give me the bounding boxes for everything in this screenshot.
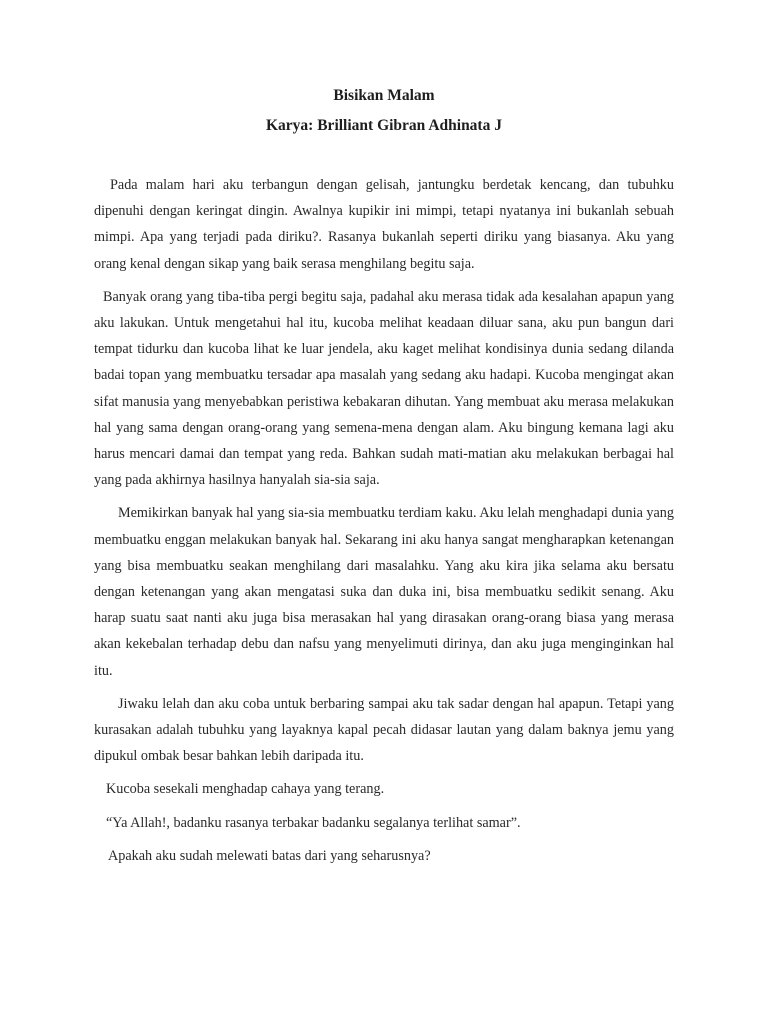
- paragraph: Banyak orang yang tiba-tiba pergi begitu saja, padahal aku merasa tidak ada kesalahan apapun yang aku lakukan. Untuk mengetahui hal itu, kucoba melihat keadaan diluar sana, aku pun bangun dari tempat tidurku dan kucoba lihat ke luar jendela, aku kaget melihat kondisinya dunia sedang dilanda badai topan yang membuatku tersadar apa masalah yang sedang aku hadapi. Kucoba mengingat akan sifat manusia yang menyebabkan peristiwa kebakaran dihutan. Yang membuat aku merasa melakukan hal yang sama dengan orang-orang yang semena-mena dengan alam. Aku bingung kemana lagi aku harus mencari damai dan tempat yang reda. Bahkan sudah mati-matian aku melakukan berbagai hal yang pada akhirnya hasilnya hanyalah sia-sia saja.: [94, 288, 674, 489]
- paragraph: Jiwaku lelah dan aku coba untuk berbaring sampai aku tak sadar dengan hal apapun. Tetapi yang kurasakan adalah tubuhku yang layaknya kapal pecah didasar lautan yang dalam baknya jemu yang dipukul ombak besar bahkan lebih daripada itu.: [94, 695, 674, 765]
- document-page: [94, 86, 674, 876]
- dialogue-line: “Ya Allah!, badanku rasanya terbakar badanku segalanya terlihat samar”.: [106, 814, 521, 831]
- document-title: Bisikan Malam: [333, 87, 435, 104]
- paragraph: Pada malam hari aku terbangun dengan gelisah, jantungku berdetak kencang, dan tubuhku dipenuhi dengan keringat dingin. Awalnya kupikir ini mimpi, tetapi nyatanya ini bukanlah sebuah mimpi. Apa yang terjadi pada diriku?. Rasanya bukanlah seperti diriku yang biasanya. Aku yang orang kenal dengan sikap yang baik serasa menghilang begitu saja.: [94, 177, 674, 272]
- paragraph: Kucoba sesekali menghadap cahaya yang terang.: [106, 781, 385, 798]
- paragraph: Memikirkan banyak hal yang sia-sia membuatku terdiam kaku. Aku lelah menghadapi dunia yang membuatku enggan melakukan banyak hal. Sekarang ini aku hanya sangat mengharapkan ketenangan yang bisa membuatku seakan menghilang dari masalahku. Yang aku kira jika selama aku bersatu dengan ketenangan yang akan mengatasi suka dan duka ini, bisa membuatku sedikit senang. Aku harap suatu saat nanti aku juga bisa merasakan hal yang dirasakan orang-orang biasa yang merasa akan kekebalan terhadap debu dan nafsu yang menyelimuti dirinya, dan aku juga menginginkan hal itu.: [94, 505, 674, 679]
- paragraph: Apakah aku sudah melewati batas dari yang seharusnya?: [108, 847, 431, 864]
- document-body: [94, 172, 674, 869]
- author-line: Karya: Brilliant Gibran Adhinata J: [266, 117, 502, 134]
